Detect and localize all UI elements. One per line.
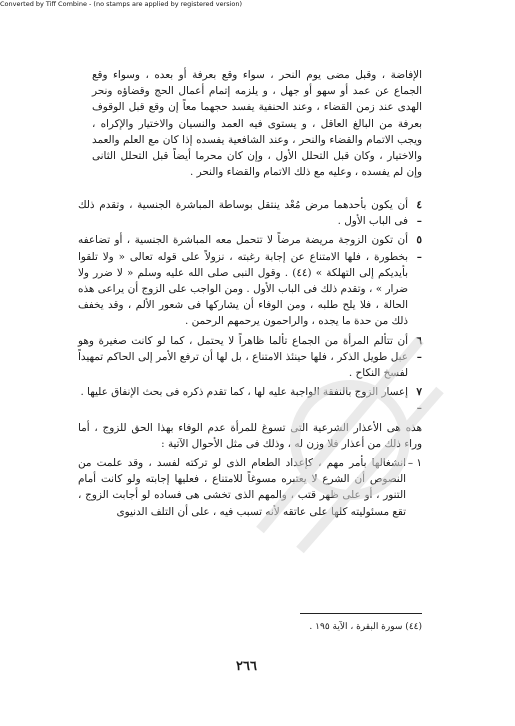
enum-text: انشغالها بأمر مهم ، كإعداد الطعام الذى لو تركته لفسد ، وقد علمت من النصوص أن الشرع لا يعتبره مسوغاً للامتناع ، فعليها إجابته ولو كانت أمام التنور ، أو على ظهر قتب ، والمهم الذى تخشى هى فساده لو أجابت الزوج ، تقع مسئوليته كلها على عاتقه لأنه تسبب فيه ، على أن التلف الدنيوى xyxy=(78,457,406,518)
converter-banner: Converted by Tiff Combine - (no stamps are applied by registered version) xyxy=(0,0,243,8)
list-item xyxy=(78,333,422,382)
item-text: إعسار الزوج بالنفقة الواجبة عليه لها ، كما تقدم ذكره فى بحث الإنفاق عليها . xyxy=(80,386,408,399)
item-text: أن يكون بأحدهما مرض مُعْد ينتقل بوساطة المباشرة الجنسية ، وتقدم ذلك فى الباب الأول . xyxy=(78,199,408,228)
list-item xyxy=(78,232,422,329)
page-number: ٢٦٦ xyxy=(236,659,257,674)
enum-number: ١ – xyxy=(407,457,422,470)
item-text: أن تكون الزوجة مريضة مرضاً لا تتحمل معه المباشرة الجنسية ، أو تضاعفه بخطورة ، فلها الامتناع عن إجابة رغبته ، نزولاً على قوله تعالى « ولا تلقوا بأيديكم إلى التهلكة » (٤٤) . وقول النبى صلى الله عليه وسلم « لا ضرر ولا ضرار » ، وتقدم ذلك فى الباب الأول . ومن الواجب على الزوج أن يراعى هذه الحالة ، فلا يلح طلبه ، ومن الوفاء أن يشاركها فى شعور الألم ، وقد يخفف ذلك من حدة ما يجده ، والراحمون يرحمهم الرحمن . xyxy=(78,234,408,328)
item-number: ٧ – xyxy=(416,386,422,415)
item-text: أن تتألم المرأة من الجماع تألما ظاهراً لا يحتمل ، كما لو كانت صغيرة وهو عبل طويل الذكر ، فلها حينئذ الامتناع ، بل لها أن ترفع الأمر إلى الحاكم تمهيداً لفسخ النكاح . xyxy=(78,334,408,380)
content-body xyxy=(78,197,422,520)
item-number: ٦ – xyxy=(416,334,422,363)
list-item xyxy=(78,197,422,229)
list-item xyxy=(78,384,422,416)
footnote-divider xyxy=(300,613,422,614)
paragraph-middle: هذه هى الأعذار الشرعية التى تسوغ للمرأة عدم الوفاء بهذا الحق للزوج ، أما وراء ذلك من أعذار فلا وزن له ، وذلك فى مثل الأحوال الآتية : xyxy=(78,421,422,450)
item-number: ٤ – xyxy=(416,199,422,228)
item-number: ٥ – xyxy=(416,234,422,263)
paragraph-top xyxy=(92,67,422,180)
paragraph-top-text: الإفاضة ، وقبل مضى يوم النحر ، سواء وقع بعرفة أو بعده ، وسواء وقع الجماع عن عمد أو سهو أو جهل ، و يلزمه إتمام أعمال الحج وقضاؤه ونحر الهدى عند زمن القضاء ، وعند الحنفية يفسد حجهما معاً إن وقع قبل الوقوف بعرفة من البالغ العاقل ، و يستوى فيه العمد والنسيان والاختيار والإكراه ، ويجب الاتمام والقضاء والنحر ، وعند الشافعية يفسده إذا كان مع العلم والعمد والاختيار ، وكان قبل التحلل الأول ، وإن كان محرما أيضاً قبل التحلل الثانى وإن لم يفسده ، وعليه مع ذلك الاتمام والقضاء والنحر . xyxy=(92,69,422,179)
footnote: (٤٤) سورة البقرة ، الآية ١٩٥ . xyxy=(309,622,422,632)
enum-item xyxy=(78,455,422,520)
